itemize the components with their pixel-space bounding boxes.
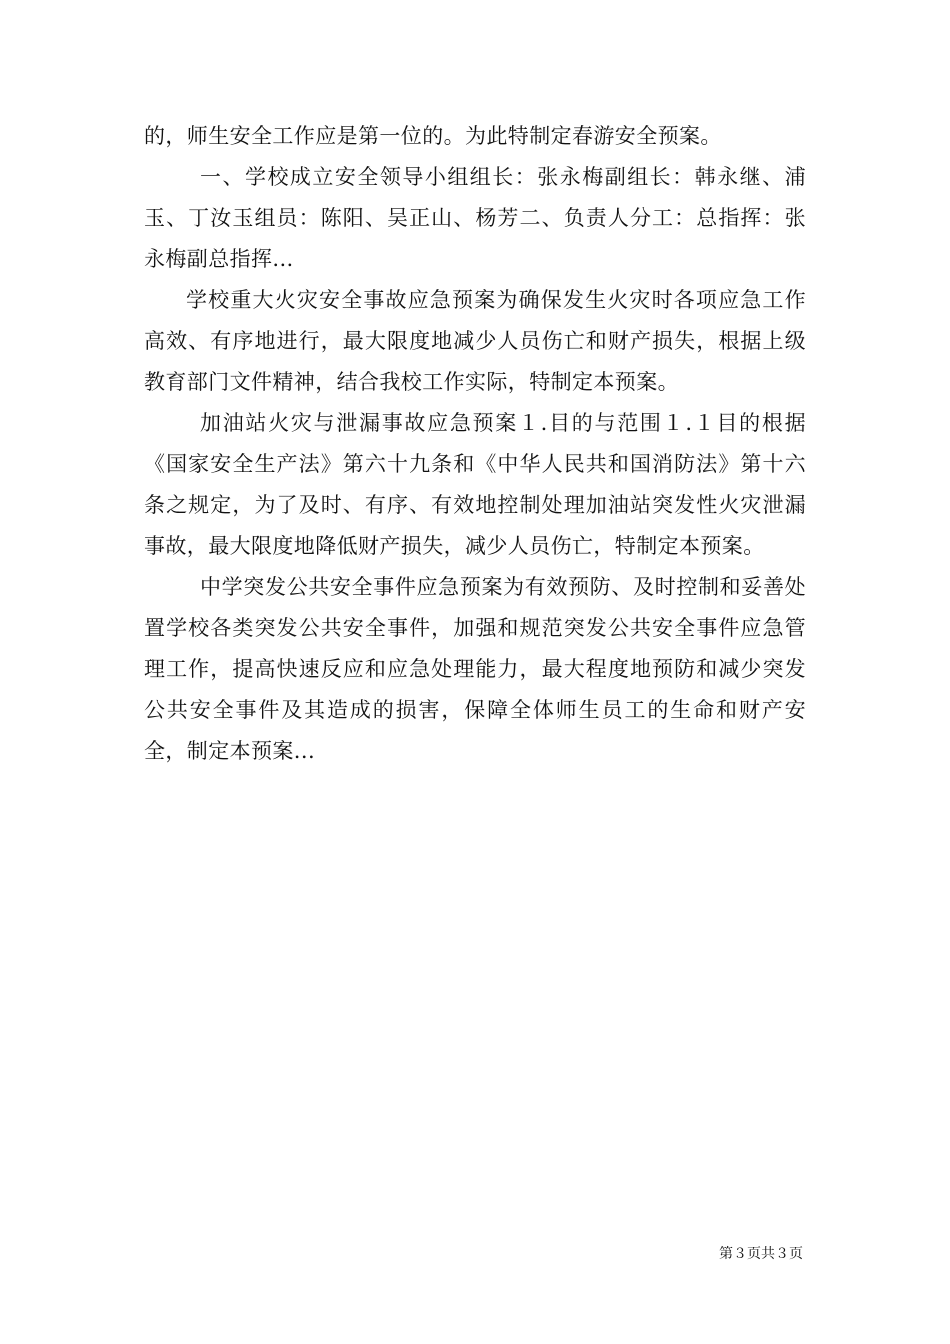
paragraph-spring-outing-ending: 的，师生安全工作应是第一位的。为此特制定春游安全预案。 <box>144 124 722 148</box>
page-number-footer: 第３页共３页 <box>719 1246 803 1262</box>
paragraph-safety-leadership-group: 一、学校成立安全领导小组组长：张永梅副组长：韩永继、浦玉、丁汝玉组员：陈阳、吴正山、杨芳二、负责人分工：总指挥：张永梅副总指挥... <box>144 165 806 271</box>
document-body <box>144 116 806 772</box>
paragraph-school-fire-plan: 学校重大火灾安全事故应急预案为确保发生火灾时各项应急工作高效、有序地进行，最大限度地减少人员伤亡和财产损失，根据上级教育部门文件精神，结合我校工作实际，特制定本预案。 <box>144 288 806 394</box>
paragraph-gas-station-plan: 加油站火灾与泄漏事故应急预案１.目的与范围１.１目的根据《国家安全生产法》第六十九条和《中华人民共和国消防法》第十六条之规定，为了及时、有序、有效地控制处理加油站突发性火灾泄漏事故，最大限度地降低财产损失，减少人员伤亡，特制定本预案。 <box>144 411 806 558</box>
paragraph-public-safety-plan: 中学突发公共安全事件应急预案为有效预防、及时控制和妥善处置学校各类突发公共安全事件，加强和规范突发公共安全事件应急管理工作，提高快速反应和应急处理能力，最大程度地预防和减少突发公共安全事件及其造成的损害，保障全体师生员工的生命和财产安全，制定本预案... <box>144 575 806 763</box>
